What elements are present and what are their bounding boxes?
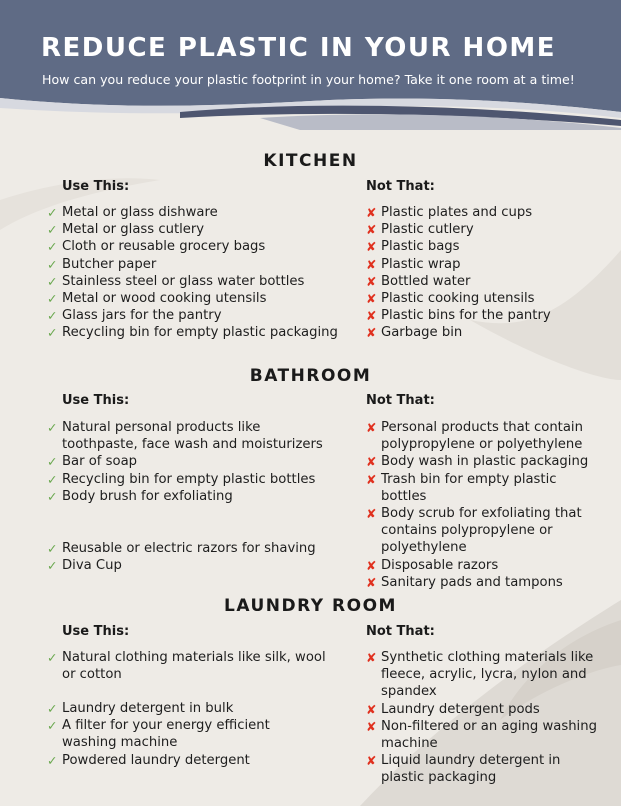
check-icon: ✓ [47,308,58,324]
cross-icon: ✘ [366,205,377,220]
check-icon: ✓ [47,650,58,665]
list-item [366,238,606,255]
list-item [47,204,347,221]
list-item [47,488,337,505]
list-item [47,471,337,488]
item-text: Stainless steel or glass water bottles [62,273,305,289]
list-item [366,718,606,752]
not-that-heading-kitchen: Not That: [366,179,435,194]
item-text: Cloth or reusable grocery bags [62,239,266,255]
list-item [47,238,347,255]
check-icon: ✓ [47,239,58,255]
list-item [366,307,606,324]
item-text: Reusable or electric razors for shaving [62,541,316,556]
cross-icon: ✘ [366,650,377,665]
list-item [366,701,606,718]
list-item [366,453,606,470]
item-text: Laundry detergent pods [381,701,540,717]
list-item [366,204,606,221]
cross-icon: ✘ [366,325,377,341]
list-item [47,649,327,683]
list-item [366,505,606,557]
bathroom-not-list [366,419,606,591]
list-item [366,290,606,307]
list-item [366,574,606,591]
item-text: Liquid laundry detergent in plastic packaging [381,753,561,786]
list-item [47,256,347,273]
item-text: Powdered laundry detergent [62,752,250,768]
item-text: Metal or glass dishware [62,205,218,220]
cross-icon: ✘ [366,701,377,717]
item-text: Metal or wood cooking utensils [62,291,267,307]
item-text: Plastic bags [381,239,460,255]
use-this-heading-laundry: Use This: [62,624,130,639]
item-text: A filter for your energy efficient washing machine [62,718,270,751]
laundry-use-list-bottom [47,700,287,769]
section-title-kitchen: KITCHEN [263,151,358,171]
list-item [366,273,606,290]
kitchen-not-list [366,204,606,342]
item-text: Recycling bin for empty plastic packaging [62,325,338,341]
bathroom-use-list-top [47,419,337,505]
cross-icon: ✘ [366,222,377,238]
item-text: Body scrub for exfoliating that contains polypropylene or polyethylene [381,506,582,556]
list-item [366,752,606,786]
check-icon: ✓ [47,718,58,734]
list-item [47,324,347,341]
not-that-heading-laundry: Not That: [366,624,435,639]
item-text: Natural personal products like toothpaste, face wash and moisturizers [62,420,323,453]
check-icon: ✓ [47,256,58,272]
kitchen-use-list [47,204,347,342]
list-item [366,557,606,574]
list-item [366,324,606,341]
item-text: Plastic cooking utensils [381,291,535,307]
item-text: Disposable razors [381,557,499,573]
item-text: Non-filtered or an aging washing machine [381,718,597,752]
item-text: Recycling bin for empty plastic bottles [62,471,316,487]
item-text: Diva Cup [62,558,122,574]
list-item [366,419,606,453]
check-icon: ✓ [47,701,58,716]
item-text: Bar of soap [62,454,138,470]
list-item [47,717,287,751]
list-item [47,290,347,307]
cross-icon: ✘ [366,420,377,435]
bathroom-use-list-bottom [47,540,347,574]
item-text: Plastic wrap [381,256,461,272]
cross-icon: ✘ [366,256,377,272]
list-item [47,752,287,769]
check-icon: ✓ [47,205,58,220]
section-title-bathroom: BATHROOM [249,366,372,386]
page-title: REDUCE PLASTIC IN YOUR HOME [41,33,557,63]
list-item [47,557,347,574]
list-item [366,221,606,238]
item-text: Body wash in plastic packaging [381,454,589,470]
check-icon: ✓ [47,420,58,435]
list-item [366,471,606,505]
cross-icon: ✘ [366,753,377,769]
check-icon: ✓ [47,454,58,470]
list-item [47,453,337,470]
section-title-laundry-room: LAUNDRY ROOM [224,596,397,616]
check-icon: ✓ [47,471,58,487]
item-text: Garbage bin [381,325,463,341]
item-text: Laundry detergent in bulk [62,701,234,716]
list-item [47,273,347,290]
cross-icon: ✘ [366,718,377,734]
item-text: Personal products that contain polypropylene or polyethylene [381,420,583,453]
list-item [366,649,606,701]
item-text: Butcher paper [62,256,157,272]
laundry-use-list-top [47,649,327,683]
item-text: Body brush for exfoliating [62,488,233,504]
item-text: Plastic plates and cups [381,205,533,220]
list-item [47,221,347,238]
list-item [47,307,347,324]
page-subtitle: How can you reduce your plastic footprint in your home? Take it one room at a time! [42,72,575,87]
use-this-heading-bathroom: Use This: [62,393,130,408]
cross-icon: ✘ [366,471,377,487]
list-item [366,256,606,273]
check-icon: ✓ [47,325,58,341]
check-icon: ✓ [47,752,58,768]
header-banner [0,0,621,130]
not-that-heading-bathroom: Not That: [366,393,435,408]
item-text: Sanitary pads and tampons [381,574,563,590]
item-text: Glass jars for the pantry [62,308,222,324]
cross-icon: ✘ [366,574,377,590]
item-text: Metal or glass cutlery [62,222,205,238]
use-this-heading-kitchen: Use This: [62,179,130,194]
item-text: Synthetic clothing materials like fleece, acrylic, lycra, nylon and spandex [381,650,594,700]
check-icon: ✓ [47,273,58,289]
cross-icon: ✘ [366,454,377,470]
cross-icon: ✘ [366,308,377,324]
item-text: Plastic cutlery [381,222,474,238]
list-item [47,419,337,453]
list-item [47,540,347,557]
cross-icon: ✘ [366,291,377,307]
check-icon: ✓ [47,541,58,556]
item-text: Trash bin for empty plastic bottles [381,471,557,504]
item-text: Plastic bins for the pantry [381,308,551,324]
cross-icon: ✘ [366,239,377,255]
item-text: Natural clothing materials like silk, wool or cotton [62,650,326,683]
item-text: Bottled water [381,273,471,289]
check-icon: ✓ [47,488,58,504]
list-item [47,700,287,717]
cross-icon: ✘ [366,557,377,573]
check-icon: ✓ [47,558,58,574]
cross-icon: ✘ [366,506,377,522]
laundry-not-list [366,649,606,787]
check-icon: ✓ [47,291,58,307]
check-icon: ✓ [47,222,58,238]
cross-icon: ✘ [366,273,377,289]
